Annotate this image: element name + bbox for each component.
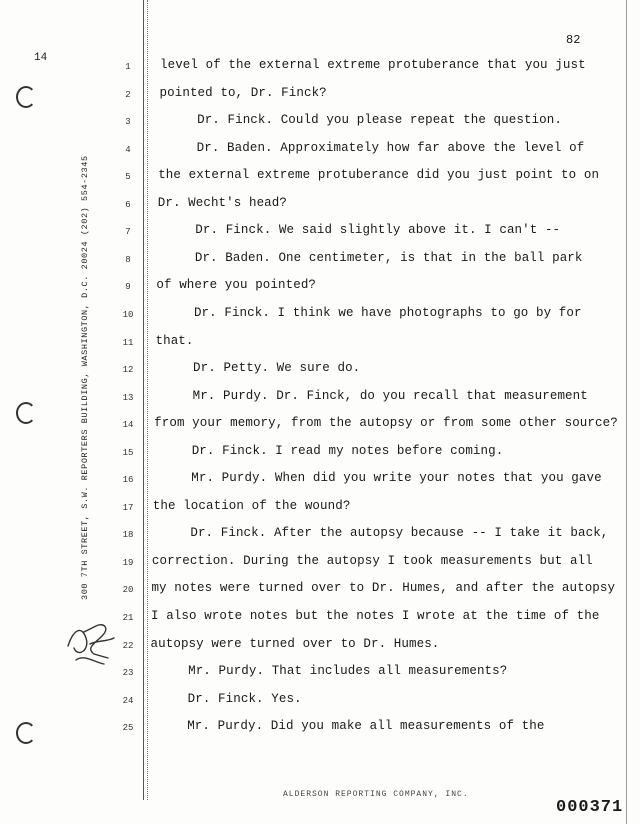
transcript-line: of where you pointed? [156, 278, 317, 293]
transcript-line: Dr. Baden. Approximately how far above the level of [196, 140, 585, 155]
transcript-line: Mr. Purdy. Did you make all measurements of the [187, 719, 545, 734]
line-number: 7 [125, 227, 131, 238]
transcript-line: Dr. Finck. I think we have photographs to go by for [193, 305, 582, 320]
transcript-line: the external extreme protuberance did you just point to on [158, 168, 600, 183]
line-number: 21 [122, 613, 134, 623]
line-number: 2 [125, 89, 131, 100]
transcript-line: Dr. Finck. After the autopsy because -- I take it back, [190, 526, 609, 541]
transcript-line: the location of the wound? [152, 498, 351, 513]
line-number: 25 [122, 723, 134, 734]
line-number: 6 [125, 199, 131, 210]
transcript-line: correction. During the autopsy I took measurements but all [151, 553, 593, 568]
page-number-right: 82 [566, 33, 581, 47]
transcript-line: Dr. Petty. We sure do. [193, 361, 361, 376]
transcript-line: that. [155, 333, 194, 348]
transcript-line: Mr. Purdy. That includes all measurements? [188, 664, 508, 679]
transcript-line: autopsy were turned over to Dr. Humes. [150, 636, 440, 651]
transcript-line: pointed to, Dr. Finck? [159, 85, 327, 100]
punch-hole-icon [16, 86, 36, 108]
line-number: 3 [125, 117, 131, 128]
transcript-line: I also wrote notes but the notes I wrote at the time of the [151, 609, 600, 623]
transcript-line: Dr. Wecht's head? [157, 195, 287, 210]
page-edge [626, 0, 627, 824]
line-number: 13 [122, 392, 134, 403]
transcript-line: from your memory, from the autopsy or from some other source? [154, 416, 618, 431]
line-number: 9 [125, 282, 131, 293]
reporter-address: 300 7TH STREET, S.W. REPORTERS BUILDING, WASHINGTON, D.C. 20024 (202) 554-2345 [80, 155, 90, 600]
line-number: 20 [122, 585, 134, 596]
bates-number: 000371 [556, 798, 624, 817]
margin-rule-dotted [147, 0, 148, 800]
punch-hole-icon [16, 722, 36, 744]
transcript-line: Mr. Purdy. Dr. Finck, do you recall that measurement [192, 388, 588, 403]
line-number: 15 [122, 447, 134, 458]
line-number: 1 [125, 62, 131, 72]
line-number: 16 [122, 475, 134, 486]
line-number: 18 [122, 530, 134, 541]
line-number: 22 [122, 640, 134, 651]
line-number: 17 [122, 502, 134, 513]
line-number: 11 [122, 337, 134, 348]
line-number: 23 [122, 668, 134, 679]
line-number: 24 [122, 695, 134, 706]
transcript-line: Dr. Baden. One centimeter, is that in the ball park [194, 250, 583, 265]
line-number: 10 [122, 309, 134, 320]
page-number-left: 14 [34, 52, 48, 64]
transcript-line: Dr. Finck. Yes. [187, 691, 302, 706]
transcript-line: Dr. Finck. Could you please repeat the question. [197, 113, 562, 128]
transcript-line: Dr. Finck. I read my notes before coming. [191, 443, 504, 458]
line-number: 8 [125, 254, 131, 265]
handwritten-initials-icon [64, 618, 120, 668]
transcript-line: Dr. Finck. We said slightly above it. I can't -- [195, 223, 561, 238]
transcript-line: my notes were turned over to Dr. Humes, and after the autopsy [151, 581, 616, 596]
transcript-line: Mr. Purdy. When did you write your notes that you gave [191, 471, 602, 486]
transcript-line: level of the external extreme protuberance that you just [160, 58, 586, 72]
punch-hole-icon [16, 402, 36, 424]
line-number: 14 [122, 420, 134, 431]
line-number: 12 [122, 365, 134, 376]
line-number: 5 [125, 172, 131, 183]
line-number: 4 [125, 144, 131, 155]
margin-rule [143, 0, 144, 800]
line-number: 19 [122, 557, 134, 568]
reporting-company-footer: ALDERSON REPORTING COMPANY, INC. [283, 790, 469, 799]
